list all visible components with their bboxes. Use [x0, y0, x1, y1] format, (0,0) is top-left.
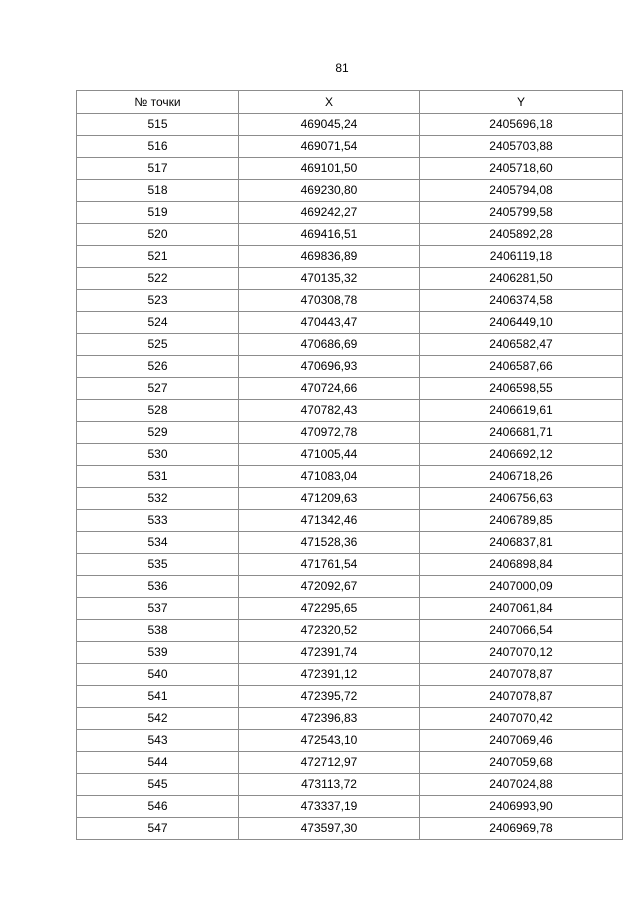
cell-point-number: 546 — [77, 796, 239, 818]
cell-y: 2406898,84 — [420, 554, 623, 576]
cell-y: 2406789,85 — [420, 510, 623, 532]
cell-x: 471761,54 — [239, 554, 420, 576]
cell-x: 469242,27 — [239, 202, 420, 224]
cell-y: 2406587,66 — [420, 356, 623, 378]
cell-y: 2405718,60 — [420, 158, 623, 180]
cell-y: 2406969,78 — [420, 818, 623, 840]
cell-point-number: 525 — [77, 334, 239, 356]
cell-y: 2407069,46 — [420, 730, 623, 752]
cell-point-number: 516 — [77, 136, 239, 158]
cell-x: 469230,80 — [239, 180, 420, 202]
cell-y: 2407059,68 — [420, 752, 623, 774]
cell-y: 2405703,88 — [420, 136, 623, 158]
cell-x: 471528,36 — [239, 532, 420, 554]
cell-y: 2406837,81 — [420, 532, 623, 554]
cell-point-number: 532 — [77, 488, 239, 510]
cell-x: 472092,67 — [239, 576, 420, 598]
cell-x: 470782,43 — [239, 400, 420, 422]
cell-x: 470308,78 — [239, 290, 420, 312]
table-row — [77, 686, 623, 708]
cell-x: 473597,30 — [239, 818, 420, 840]
table-row — [77, 136, 623, 158]
table-row — [77, 224, 623, 246]
table-body — [77, 114, 623, 840]
cell-point-number: 526 — [77, 356, 239, 378]
cell-y: 2406681,71 — [420, 422, 623, 444]
table-row — [77, 202, 623, 224]
cell-point-number: 527 — [77, 378, 239, 400]
cell-y: 2406718,26 — [420, 466, 623, 488]
table-row — [77, 180, 623, 202]
cell-x: 472395,72 — [239, 686, 420, 708]
table-row — [77, 158, 623, 180]
table-row — [77, 334, 623, 356]
cell-y: 2407061,84 — [420, 598, 623, 620]
cell-y: 2407066,54 — [420, 620, 623, 642]
table-row — [77, 378, 623, 400]
table-row — [77, 114, 623, 136]
cell-point-number: 544 — [77, 752, 239, 774]
table-row — [77, 290, 623, 312]
cell-x: 470443,47 — [239, 312, 420, 334]
table-row — [77, 466, 623, 488]
cell-point-number: 537 — [77, 598, 239, 620]
cell-x: 469416,51 — [239, 224, 420, 246]
cell-y: 2406582,47 — [420, 334, 623, 356]
cell-x: 472391,74 — [239, 642, 420, 664]
cell-x: 472712,97 — [239, 752, 420, 774]
cell-point-number: 518 — [77, 180, 239, 202]
cell-point-number: 535 — [77, 554, 239, 576]
table-row — [77, 752, 623, 774]
cell-y: 2406119,18 — [420, 246, 623, 268]
cell-y: 2407070,42 — [420, 708, 623, 730]
column-header-y: Y — [420, 91, 623, 114]
cell-point-number: 534 — [77, 532, 239, 554]
cell-point-number: 538 — [77, 620, 239, 642]
cell-x: 472320,52 — [239, 620, 420, 642]
cell-y: 2407078,87 — [420, 686, 623, 708]
cell-y: 2407000,09 — [420, 576, 623, 598]
table-row — [77, 532, 623, 554]
table-row — [77, 510, 623, 532]
cell-y: 2407024,88 — [420, 774, 623, 796]
table-row — [77, 554, 623, 576]
cell-point-number: 520 — [77, 224, 239, 246]
cell-x: 473113,72 — [239, 774, 420, 796]
table-row — [77, 598, 623, 620]
cell-x: 471342,46 — [239, 510, 420, 532]
cell-y: 2406374,58 — [420, 290, 623, 312]
cell-x: 471005,44 — [239, 444, 420, 466]
cell-point-number: 536 — [77, 576, 239, 598]
cell-y: 2406281,50 — [420, 268, 623, 290]
cell-point-number: 539 — [77, 642, 239, 664]
cell-point-number: 540 — [77, 664, 239, 686]
cell-x: 472295,65 — [239, 598, 420, 620]
cell-x: 470135,32 — [239, 268, 420, 290]
cell-x: 470972,78 — [239, 422, 420, 444]
cell-point-number: 547 — [77, 818, 239, 840]
table-row — [77, 422, 623, 444]
cell-y: 2406993,90 — [420, 796, 623, 818]
cell-y: 2407070,12 — [420, 642, 623, 664]
cell-x: 470686,69 — [239, 334, 420, 356]
table-row — [77, 642, 623, 664]
table-row — [77, 246, 623, 268]
cell-point-number: 519 — [77, 202, 239, 224]
table-row — [77, 356, 623, 378]
cell-y: 2406598,55 — [420, 378, 623, 400]
cell-x: 471083,04 — [239, 466, 420, 488]
cell-x: 469836,89 — [239, 246, 420, 268]
table-row — [77, 268, 623, 290]
table-row — [77, 708, 623, 730]
cell-y: 2406449,10 — [420, 312, 623, 334]
table-row — [77, 730, 623, 752]
cell-point-number: 533 — [77, 510, 239, 532]
cell-x: 473337,19 — [239, 796, 420, 818]
cell-point-number: 531 — [77, 466, 239, 488]
cell-point-number: 524 — [77, 312, 239, 334]
cell-point-number: 522 — [77, 268, 239, 290]
cell-point-number: 542 — [77, 708, 239, 730]
cell-x: 472396,83 — [239, 708, 420, 730]
table-row — [77, 576, 623, 598]
table-header-row — [77, 91, 623, 114]
cell-x: 470724,66 — [239, 378, 420, 400]
cell-point-number: 515 — [77, 114, 239, 136]
table-row — [77, 400, 623, 422]
cell-point-number: 521 — [77, 246, 239, 268]
cell-point-number: 523 — [77, 290, 239, 312]
cell-x: 470696,93 — [239, 356, 420, 378]
table-row — [77, 664, 623, 686]
column-header-point-number: № точки — [77, 91, 239, 114]
cell-y: 2405892,28 — [420, 224, 623, 246]
cell-x: 469071,54 — [239, 136, 420, 158]
cell-y: 2405799,58 — [420, 202, 623, 224]
page-number: 81 — [335, 61, 349, 75]
table-row — [77, 796, 623, 818]
cell-point-number: 529 — [77, 422, 239, 444]
cell-x: 471209,63 — [239, 488, 420, 510]
cell-point-number: 541 — [77, 686, 239, 708]
cell-point-number: 543 — [77, 730, 239, 752]
cell-point-number: 517 — [77, 158, 239, 180]
cell-y: 2407078,87 — [420, 664, 623, 686]
cell-x: 472391,12 — [239, 664, 420, 686]
cell-y: 2406756,63 — [420, 488, 623, 510]
cell-y: 2405794,08 — [420, 180, 623, 202]
cell-x: 469101,50 — [239, 158, 420, 180]
cell-point-number: 530 — [77, 444, 239, 466]
table-row — [77, 488, 623, 510]
cell-y: 2405696,18 — [420, 114, 623, 136]
table-row — [77, 818, 623, 840]
table-row — [77, 774, 623, 796]
cell-point-number: 545 — [77, 774, 239, 796]
cell-y: 2406619,61 — [420, 400, 623, 422]
coordinates-table — [76, 90, 623, 840]
table-row — [77, 444, 623, 466]
cell-y: 2406692,12 — [420, 444, 623, 466]
cell-x: 472543,10 — [239, 730, 420, 752]
cell-x: 469045,24 — [239, 114, 420, 136]
cell-point-number: 528 — [77, 400, 239, 422]
table-row — [77, 620, 623, 642]
column-header-x: X — [239, 91, 420, 114]
table-row — [77, 312, 623, 334]
